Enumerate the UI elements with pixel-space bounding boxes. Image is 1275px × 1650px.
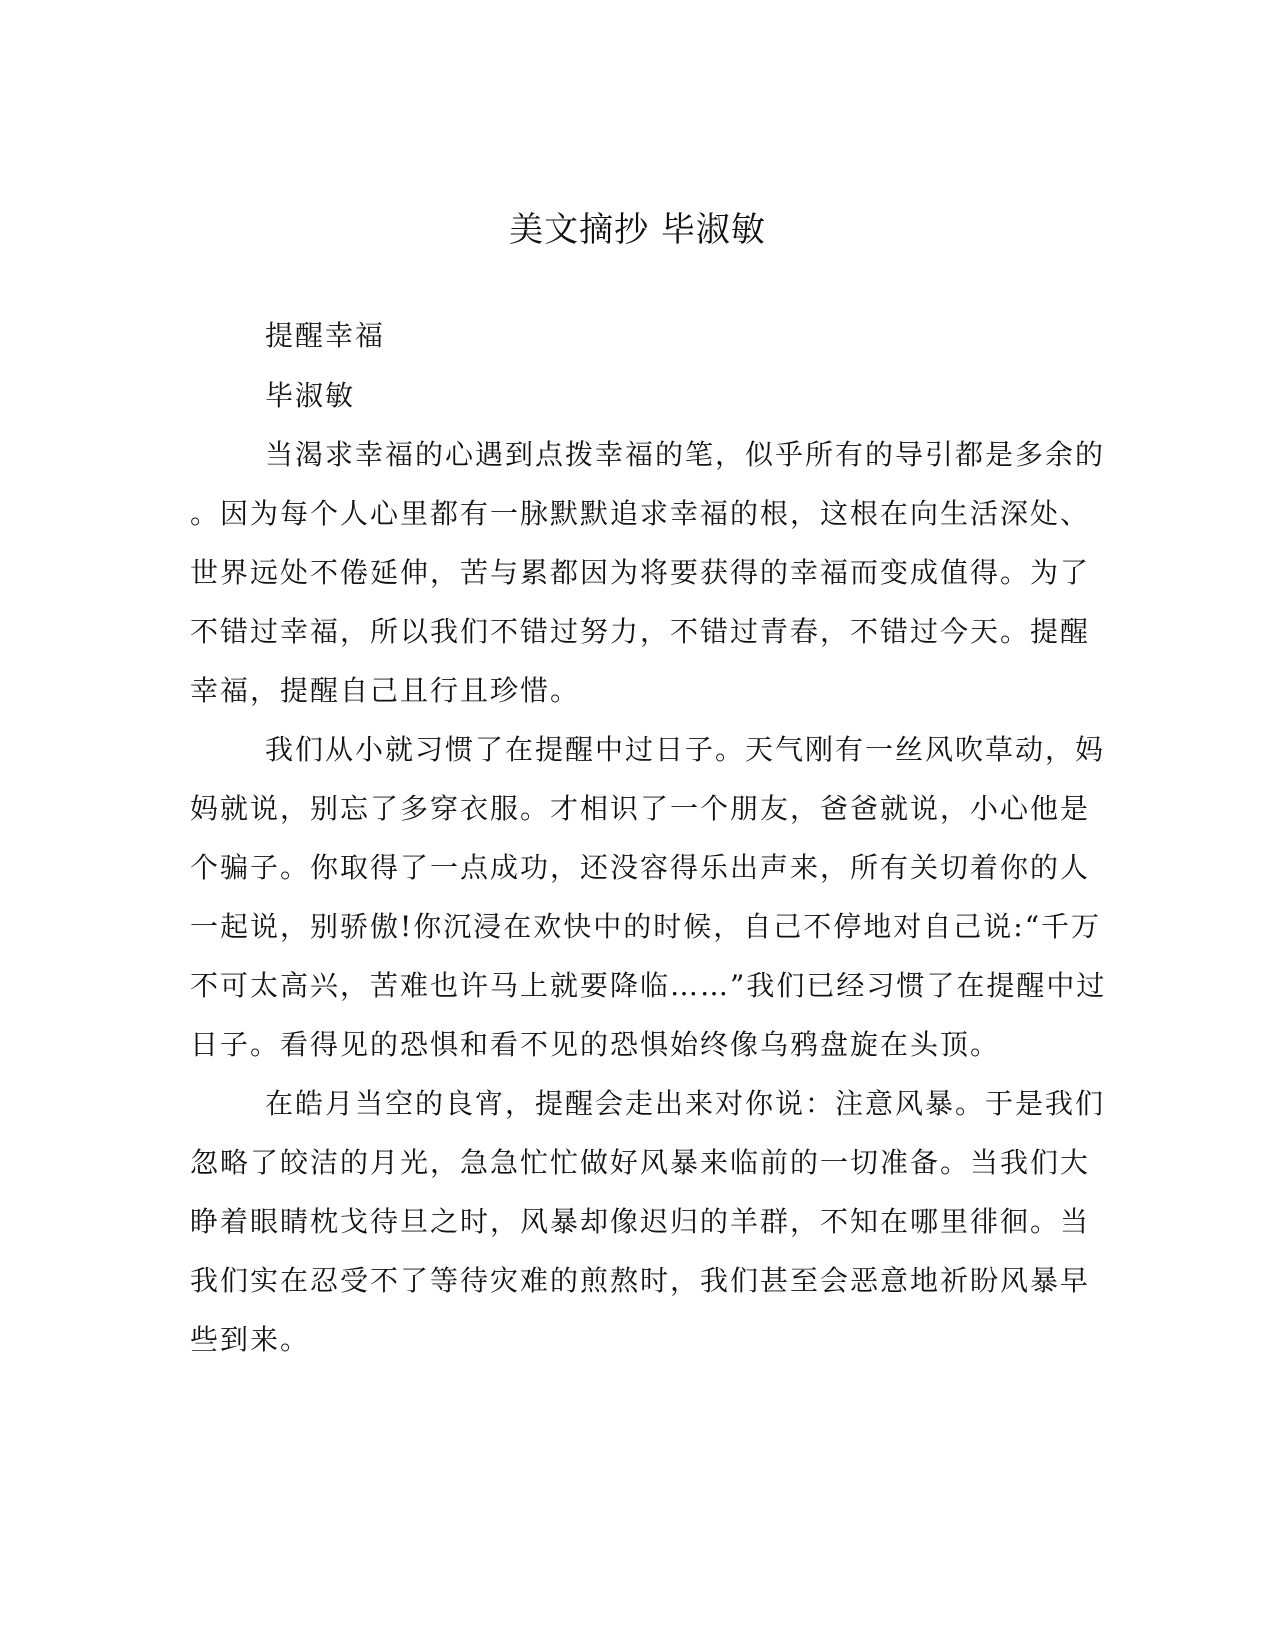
paragraph-line: 些到来。 xyxy=(190,1323,311,1356)
paragraph-line: 妈就说，别忘了多穿衣服。才相识了一个朋友，爸爸就说，小心他是 xyxy=(190,792,1091,825)
paragraph-line: 我们实在忍受不了等待灾难的煎熬时，我们甚至会恶意地祈盼风暴早 xyxy=(190,1264,1091,1297)
paragraph-line: 当渴求幸福的心遇到点拨幸福的笔，似乎所有的导引都是多余的 xyxy=(265,438,1106,471)
paragraph-line: 忽略了皎洁的月光，急急忙忙做好风暴来临前的一切准备。当我们大 xyxy=(190,1146,1091,1179)
paragraph-line: 世界远处不倦延伸，苦与累都因为将要获得的幸福而变成值得。为了 xyxy=(190,556,1091,589)
paragraph-line: 睁着眼睛枕戈待旦之时，风暴却像迟归的羊群，不知在哪里徘徊。当 xyxy=(190,1205,1091,1238)
paragraph-line: 不错过幸福，所以我们不错过努力，不错过青春，不错过今天。提醒 xyxy=(190,615,1091,648)
paragraph-line: 不可太高兴，苦难也许马上就要降临……”我们已经习惯了在提醒中过 xyxy=(190,969,1107,1002)
paragraph-line: 日子。看得见的恐惧和看不见的恐惧始终像乌鸦盘旋在头顶。 xyxy=(190,1028,1001,1061)
article-heading: 提醒幸福 xyxy=(265,319,386,352)
paragraph-line: 。因为每个人心里都有一脉默默追求幸福的根，这根在向生活深处、 xyxy=(190,497,1091,530)
paragraph-line: 在皓月当空的良宵，提醒会走出来对你说：注意风暴。于是我们 xyxy=(265,1087,1106,1120)
paragraph-line: 幸福，提醒自己且行且珍惜。 xyxy=(190,674,581,707)
paragraph-line: 我们从小就习惯了在提醒中过日子。天气刚有一丝风吹草动，妈 xyxy=(265,733,1106,766)
paragraph-line: 个骗子。你取得了一点成功，还没容得乐出声来，所有关切着你的人 xyxy=(190,851,1091,884)
document-title: 美文摘抄 毕淑敏 xyxy=(509,210,766,250)
article-author: 毕淑敏 xyxy=(265,379,356,412)
paragraph-line: 一起说，别骄傲!你沉浸在欢快中的时候，自己不停地对自己说:“千万 xyxy=(190,910,1102,943)
